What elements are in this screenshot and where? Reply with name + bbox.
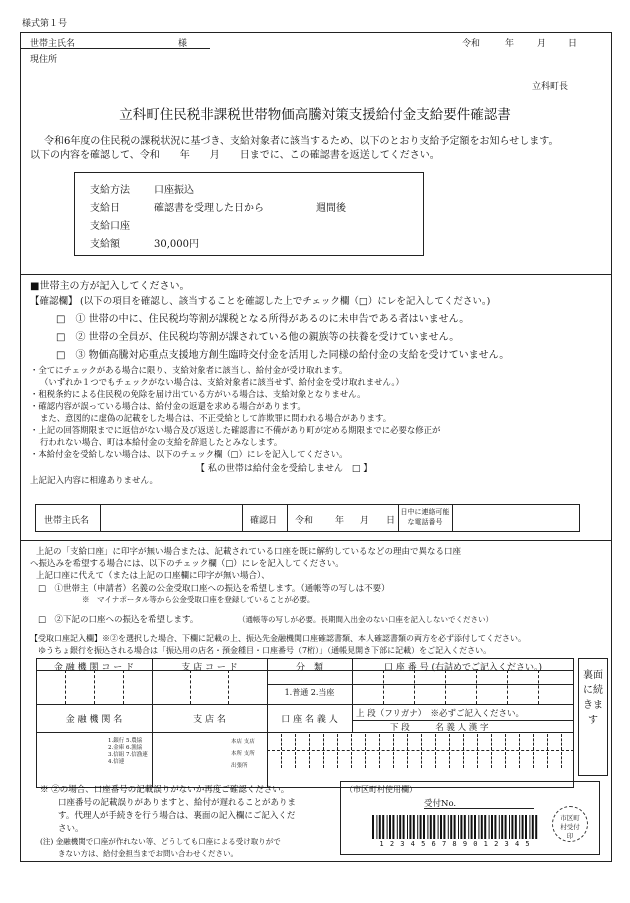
note-6: ・上記の回答期限までに返信がない場合及び返送した確認書に不備があり町が定める期限までに必要な修正が bbox=[30, 425, 441, 435]
holder-grid-divider bbox=[477, 734, 478, 750]
footer-note-4: さい。 bbox=[58, 824, 84, 834]
barcode-bar bbox=[417, 815, 418, 839]
holder-grid-divider bbox=[295, 734, 296, 750]
holder-grid-divider bbox=[407, 752, 408, 768]
barcode-bar bbox=[387, 815, 388, 839]
alt-line-3: 上記口座に代えて（または上記の口座欄に印字が無い場合）、 bbox=[36, 571, 270, 581]
note-2: （いずれか１つでもチェックがない場合は、支給対象者に該当せず、給付金を受け取れません。） bbox=[40, 377, 404, 387]
barcode-bar bbox=[372, 815, 374, 839]
barcode-bar bbox=[501, 815, 503, 839]
receipt-stamp: 市区町村受付印 bbox=[552, 806, 588, 842]
holder-grid-divider bbox=[561, 734, 562, 750]
barcode-bar bbox=[491, 815, 493, 839]
barcode-bar bbox=[471, 815, 473, 839]
confirm-date-era: 令和 bbox=[295, 516, 314, 526]
barcode-bar bbox=[443, 815, 445, 839]
holder-grid-divider bbox=[547, 752, 548, 768]
account-heading: 【受取口座記入欄】※②を選択した場合、下欄に記載の上、振込先金融機関口座確認書類、本人確認書類の両方を必ず添付してください。 bbox=[30, 634, 526, 643]
date-label: 支給日 bbox=[90, 203, 120, 214]
address-label: 現住所 bbox=[30, 55, 58, 65]
amount-value: 30,000円 bbox=[154, 239, 199, 250]
holder-grid-divider bbox=[505, 734, 506, 750]
confirm-instruction: (以下の項目を確認し、該当することを確認した上でチェック欄（□）にレを記入してください。) bbox=[80, 296, 491, 307]
barcode-bar bbox=[427, 815, 428, 839]
date-value: 確認書を受理した日から bbox=[154, 203, 264, 214]
note-8: ・本給付金を受給しない場合は、以下のチェック欄（□）にレを記入してください。 bbox=[30, 449, 348, 459]
confirm-item-3[interactable]: □ ③ 物価高騰対応重点支援地方創生臨時交付金を活用した同様の給付金の支給を受けていません。 bbox=[56, 350, 510, 361]
note-4: ・確認内容が誤っている場合は、給付金の返還を求める場合があります。 bbox=[30, 401, 306, 411]
bank-type-2: 2.金庫 6.漁協 bbox=[108, 745, 143, 751]
holder-grid-divider bbox=[421, 734, 422, 750]
barcode-bar bbox=[454, 815, 456, 839]
holder-grid-divider bbox=[309, 752, 310, 768]
col-bank-code: 金 融 機 関 コ ー ド bbox=[53, 663, 135, 673]
barcode-bar bbox=[376, 815, 377, 839]
barcode-bar bbox=[420, 815, 422, 839]
lower-kanji-label: 下 段 名 義 人 漢 字 bbox=[390, 723, 489, 733]
bank-type-3: 3.信組 7.信漁連 bbox=[108, 752, 148, 758]
note-3: ・租税条約による住民税の免除を届け出ている方がいる場合は、支給対象となりません。 bbox=[30, 389, 366, 399]
agree-text: 上記記入内容に相違ありません。 bbox=[30, 476, 159, 486]
branch-type-3: 出張所 bbox=[231, 763, 248, 769]
signature-name-input[interactable] bbox=[103, 506, 241, 530]
confirm-item-2[interactable]: □ ② 世帯の全員が、住民税均等割が課されている他の親族等の扶養を受けていません。 bbox=[56, 332, 460, 343]
footer-note-6: きない方は、給付金担当までお問い合わせください。 bbox=[58, 849, 238, 858]
barcode-bar bbox=[460, 815, 462, 839]
barcode-bar bbox=[489, 815, 490, 839]
barcode-bar bbox=[535, 815, 537, 839]
holder-grid-divider bbox=[519, 752, 520, 768]
alt-option-1-note: ※ マイナポータル等から公金受取口座を登録していることが必要。 bbox=[82, 595, 315, 604]
holder-grid-divider bbox=[463, 752, 464, 768]
barcode-bar bbox=[464, 815, 466, 839]
footer-note-1: ※ ②の場合、口座番号の記載誤りがないか再度ご確認ください。 bbox=[40, 785, 290, 795]
holder-grid-divider bbox=[449, 734, 450, 750]
account-holder-label: 口 座 名 義 人 bbox=[281, 715, 338, 725]
holder-grid-divider bbox=[281, 752, 282, 768]
holder-grid-divider bbox=[491, 752, 492, 768]
branch-type-1: 本店 支店 bbox=[231, 739, 255, 745]
holder-grid-divider bbox=[295, 752, 296, 768]
holder-grid-divider bbox=[351, 734, 352, 750]
intro-line-1: 令和6年度の住民税の課税状況に基づき、支給対象者に該当するため、以下のとおり支給予定額をお知らせします。 bbox=[44, 136, 559, 147]
header-date-month: 月 bbox=[537, 39, 547, 49]
confirm-date-label: 確認日 bbox=[250, 516, 278, 526]
method-label: 支給方法 bbox=[90, 185, 130, 196]
barcode-bar bbox=[403, 815, 405, 839]
note-1: ・全てにチェックがある場合に限り、支給対象者に該当し、給付金が受け取れます。 bbox=[30, 365, 348, 375]
holder-grid-divider bbox=[477, 752, 478, 768]
holder-grid-divider bbox=[379, 752, 380, 768]
barcode-bar bbox=[532, 815, 534, 839]
bank-name-label: 金 融 機 関 名 bbox=[65, 715, 123, 725]
barcode-bar bbox=[430, 815, 432, 839]
col-account-number: 口 座 番 号 (右詰めでご記入ください。) bbox=[384, 663, 542, 673]
holder-grid-divider bbox=[491, 734, 492, 750]
barcode-bar bbox=[382, 815, 384, 839]
barcode-bar bbox=[379, 815, 381, 839]
holder-grid-divider bbox=[393, 752, 394, 768]
barcode-bar bbox=[474, 815, 476, 839]
holder-grid-divider bbox=[323, 752, 324, 768]
barcode-bar bbox=[423, 815, 425, 839]
barcode-bar bbox=[440, 815, 442, 839]
holder-grid-divider bbox=[561, 752, 562, 768]
alt-option-2-note: （通帳等の写しが必要。長期間入出金のない口座を記入しないでください） bbox=[238, 615, 493, 624]
page-title: 立科町住民税非課税世帯物価高騰対策支援給付金支給要件確認書 bbox=[119, 107, 511, 123]
receipt-label: 受付No. bbox=[424, 799, 457, 809]
holder-grid-divider bbox=[323, 734, 324, 750]
footer-note-5: (注) 金融機関で口座が作れない等、どうしても口座による受け取りがで bbox=[40, 837, 281, 846]
holder-grid-divider bbox=[365, 734, 366, 750]
barcode-bar bbox=[511, 815, 513, 839]
barcode-bar bbox=[505, 815, 507, 839]
form-number: 様式第１号 bbox=[22, 19, 68, 29]
phone-label: 日中に連絡可能な電話番号 bbox=[400, 508, 450, 526]
barcode-bar bbox=[389, 815, 391, 839]
barcode-bar bbox=[515, 815, 517, 839]
barcode-bar bbox=[468, 815, 469, 839]
barcode bbox=[370, 815, 540, 841]
barcode-bar bbox=[413, 815, 415, 839]
holder-grid-divider bbox=[379, 734, 380, 750]
bank-type-4: 4.信連 bbox=[108, 759, 125, 765]
holder-grid-divider bbox=[281, 734, 282, 750]
confirm-label: 【確認欄】 bbox=[30, 296, 78, 307]
holder-grid-divider bbox=[435, 752, 436, 768]
account-label: 支給口座 bbox=[90, 221, 130, 232]
barcode-bar bbox=[450, 815, 452, 839]
holder-grid-divider bbox=[337, 752, 338, 768]
branch-name-label: 支 店 名 bbox=[193, 715, 226, 725]
barcode-bar bbox=[519, 815, 520, 839]
note-5: また、意図的に虚偽の記載をした場合は、不正受給として詐欺罪に問われる場合があります。 bbox=[40, 413, 392, 423]
holder-grid-divider bbox=[337, 734, 338, 750]
amount-label: 支給額 bbox=[90, 239, 120, 250]
holder-grid-divider bbox=[309, 734, 310, 750]
barcode-bar bbox=[478, 815, 479, 839]
householder-label: 世帯主氏名 bbox=[30, 39, 76, 49]
holder-grid-divider bbox=[407, 734, 408, 750]
alt-line-1: 上記の「支給口座」に印字が無い場合または、記載されている口座を既に解約しているなどの理由で異なる口座 bbox=[36, 547, 462, 557]
confirm-item-1[interactable]: □ ① 世帯の中に、住民税均等割が課税となる所得があるのに未申告である者はいません。 bbox=[56, 314, 470, 325]
alt-option-2[interactable]: □ ②下記の口座への振込を希望します。 bbox=[38, 615, 199, 625]
bank-type-1: 1.銀行 5.農協 bbox=[108, 738, 143, 744]
footer-note-2: 口座番号の記載誤りがありますと、給付が遅れることがありま bbox=[58, 798, 297, 808]
yucho-note: ゆうちょ銀行を振込される場合は「振込用の店名・預金種目・口座番号（7桁）」（通帳見開き下部に記載）をご記入ください。 bbox=[38, 646, 492, 655]
honorific: 様 bbox=[178, 39, 188, 49]
holder-grid-divider bbox=[351, 752, 352, 768]
header-date-day: 日 bbox=[568, 39, 578, 49]
side-note: 裏面に続きます bbox=[583, 670, 603, 726]
barcode-digits: 1 2 3 4 5 6 7 8 9 0 1 2 3 4 5 bbox=[379, 840, 531, 848]
barcode-bar bbox=[522, 815, 524, 839]
signature-name-label: 世帯主氏名 bbox=[44, 516, 90, 526]
holder-grid-divider bbox=[505, 752, 506, 768]
holder-grid-divider bbox=[449, 752, 450, 768]
section-heading: ■世帯主の方が記入してください。 bbox=[30, 281, 190, 292]
office-use-label: （市区町村使用欄） bbox=[345, 785, 417, 794]
holder-grid-divider bbox=[267, 752, 268, 768]
holder-grid-divider bbox=[365, 752, 366, 768]
footer-note-3: す。代理人が手続きを行う場合は、裏面の記入欄にご記入くだ bbox=[58, 811, 296, 821]
barcode-bar bbox=[529, 815, 530, 839]
barcode-bar bbox=[494, 815, 496, 839]
holder-grid-divider bbox=[547, 734, 548, 750]
holder-grid-divider bbox=[421, 752, 422, 768]
intro-line-2: 以下の内容を確認して、令和 年 月 日までに、この確認書を返送してください。 bbox=[30, 150, 440, 161]
barcode-bar bbox=[397, 815, 398, 839]
barcode-bar bbox=[525, 815, 527, 839]
confirm-date-day: 日 bbox=[386, 516, 396, 526]
note-7: 行われない場合、町は本給付金の支給を辞退したとみなします。 bbox=[40, 437, 283, 447]
upper-kana-label: 上 段（フリガナ） ※必ずご記入ください。 bbox=[356, 709, 525, 719]
barcode-bar bbox=[433, 815, 435, 839]
barcode-bar bbox=[481, 815, 483, 839]
confirm-date-month: 月 bbox=[360, 516, 370, 526]
alt-option-1[interactable]: □ ①世帯主（申請者）名義の公金受取口座への振込を希望します。（通帳等の写しは不要） bbox=[38, 584, 390, 594]
method-value: 口座振込 bbox=[154, 185, 194, 196]
branch-type-2: 本所 支所 bbox=[231, 751, 255, 757]
confirm-date-year: 年 bbox=[335, 516, 345, 526]
barcode-bar bbox=[448, 815, 449, 839]
barcode-bar bbox=[392, 815, 394, 839]
account-type-options[interactable]: 1.普通 2.当座 bbox=[284, 688, 335, 697]
col-branch-code: 支 店 コ ー ド bbox=[181, 663, 238, 673]
barcode-bar bbox=[458, 815, 459, 839]
barcode-bar bbox=[438, 815, 439, 839]
barcode-bar bbox=[409, 815, 411, 839]
barcode-bar bbox=[407, 815, 408, 839]
barcode-bar bbox=[399, 815, 401, 839]
holder-grid-divider bbox=[267, 734, 268, 750]
col-type: 分 類 bbox=[295, 663, 323, 673]
header-date-year: 年 bbox=[505, 39, 515, 49]
header-date-era: 令和 bbox=[462, 39, 481, 49]
alt-line-2: へ振込みを希望する場合には、以下のチェック欄（□）にレを記入してください。 bbox=[30, 559, 344, 569]
holder-grid-divider bbox=[435, 734, 436, 750]
holder-grid-divider bbox=[393, 734, 394, 750]
phone-input[interactable] bbox=[455, 506, 577, 530]
holder-grid-divider bbox=[533, 752, 534, 768]
barcode-bar bbox=[484, 815, 486, 839]
decline-checkbox[interactable]: 【 私の世帯は給付金を受給しません □ 】 bbox=[196, 464, 373, 474]
holder-grid-divider bbox=[519, 734, 520, 750]
holder-grid-divider bbox=[533, 734, 534, 750]
issuer: 立科町長 bbox=[532, 82, 569, 92]
barcode-bar bbox=[509, 815, 510, 839]
holder-grid-divider bbox=[463, 734, 464, 750]
date-suffix: 週間後 bbox=[316, 203, 346, 214]
barcode-bar bbox=[499, 815, 500, 839]
